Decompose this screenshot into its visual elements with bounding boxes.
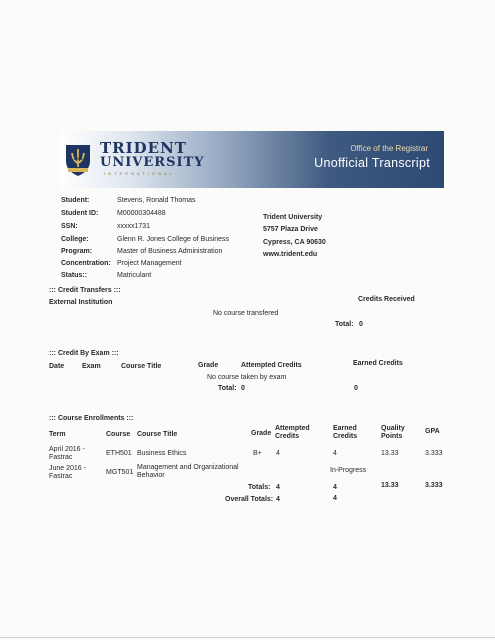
label-student-id: Student ID: <box>61 210 99 217</box>
row1-course-title: Business Ethics <box>137 450 187 457</box>
row1-earned: 4 <box>333 450 337 457</box>
status-value: Matriculant <box>117 272 152 279</box>
row2-course: MGT501 <box>106 469 134 476</box>
program-value: Master of Business Administration <box>117 248 223 255</box>
col-exam: Exam <box>82 363 101 370</box>
label-program: Program: <box>61 248 93 255</box>
totals-earned: 4 <box>333 484 337 491</box>
col-quality-points-line2: Points <box>381 433 403 441</box>
col-enroll-earned-line2: Credits <box>333 433 358 441</box>
ssn-value: xxxxx1731 <box>117 223 151 230</box>
col-enroll-earned <box>333 425 357 441</box>
row1-term-line2: Fastrac <box>49 454 73 462</box>
row2-course-title-line1: Management and Organizational <box>137 464 239 471</box>
col-attempted-credits: Attempted Credits <box>241 362 302 369</box>
label-college: College: <box>61 236 89 243</box>
row2-term-line2: Fastrac <box>49 473 73 481</box>
concentration-value: Project Management <box>117 260 182 267</box>
table-row-term <box>49 446 85 462</box>
row2-course-title <box>137 464 239 480</box>
label-student: Student: <box>61 197 90 204</box>
page-bottom-edge <box>0 637 495 638</box>
col-external-institution: External Institution <box>49 299 113 306</box>
transfers-total-label: Total: <box>335 321 354 328</box>
office-of-registrar: Office of the Registrar <box>350 144 428 153</box>
exam-total-label: Total: <box>218 385 237 392</box>
transfers-total-value: 0 <box>359 321 363 328</box>
exam-earned-total: 0 <box>354 385 358 392</box>
transcript-header-banner <box>60 131 444 188</box>
credit-by-exam-heading: ::: Credit By Exam ::: <box>49 350 119 357</box>
label-ssn: SSN: <box>61 223 78 230</box>
row1-quality-points: 13.33 <box>381 450 399 457</box>
col-gpa: GPA <box>425 428 440 435</box>
logo-text-university: UNIVERSITY <box>100 155 205 170</box>
col-credits-received: Credits Received <box>358 296 415 303</box>
col-enroll-attempted-line1: Attempted <box>275 425 310 432</box>
university-website: www.trident.edu <box>263 251 318 258</box>
university-name: Trident University <box>263 214 323 221</box>
student-id-value: M00000304488 <box>117 210 166 217</box>
col-earned-credits: Earned Credits <box>353 360 403 367</box>
col-term: Term <box>49 431 66 438</box>
page-title: Unofficial Transcript <box>314 156 430 170</box>
student-name: Stevens, Ronald Thomas <box>117 197 196 204</box>
university-street: 5757 Plaza Drive <box>263 226 318 233</box>
col-date: Date <box>49 363 65 370</box>
overall-earned: 4 <box>333 495 337 502</box>
col-quality-points-line1: Quality <box>381 425 405 432</box>
no-transfers-message: No course transfered <box>213 310 279 317</box>
logo-text-trident: TRIDENT <box>100 139 187 157</box>
table-row-term <box>49 465 86 481</box>
row1-course: ETH501 <box>106 450 132 457</box>
row2-course-title-line2: Behavior <box>137 472 165 480</box>
col-course-title: Course Title <box>121 363 162 370</box>
row1-attempted: 4 <box>276 450 280 457</box>
col-enroll-attempted <box>275 425 310 441</box>
seal-year: 1998 <box>73 156 83 161</box>
row2-term-line1: June 2016 - <box>49 465 86 472</box>
no-exam-message: No course taken by exam <box>207 374 287 381</box>
row1-term-line1: April 2016 - <box>49 446 85 453</box>
logo-subtext: INTERNATIONAL <box>104 171 175 176</box>
col-enroll-grade: Grade <box>251 430 272 437</box>
label-status: Status:: <box>61 272 88 279</box>
col-grade: Grade <box>198 362 219 369</box>
col-quality-points <box>381 425 405 441</box>
col-enroll-attempted-line2: Credits <box>275 433 300 441</box>
overall-totals-label: Overall Totals: <box>225 496 274 503</box>
totals-quality-points: 13.33 <box>381 482 399 489</box>
row1-grade: B+ <box>253 450 262 457</box>
college-value: Glenn R. Jones College of Business <box>117 236 230 243</box>
university-city: Cypress, CA 90630 <box>263 239 326 246</box>
totals-attempted: 4 <box>276 484 280 491</box>
totals-label: Totals: <box>248 484 271 491</box>
row2-earned-status: In-Progress <box>330 467 367 474</box>
totals-gpa: 3.333 <box>425 482 443 489</box>
col-enroll-course-title: Course Title <box>137 431 178 438</box>
col-enroll-earned-line1: Earned <box>333 425 357 432</box>
exam-total-value: 0 <box>241 385 245 392</box>
overall-attempted: 4 <box>276 496 280 503</box>
row1-gpa: 3.333 <box>425 450 443 457</box>
credit-transfers-heading: ::: Credit Transfers ::: <box>49 287 121 294</box>
col-course: Course <box>106 431 131 438</box>
label-concentration: Concentration: <box>61 260 111 267</box>
course-enrollments-heading: ::: Course Enrollments ::: <box>49 415 134 422</box>
